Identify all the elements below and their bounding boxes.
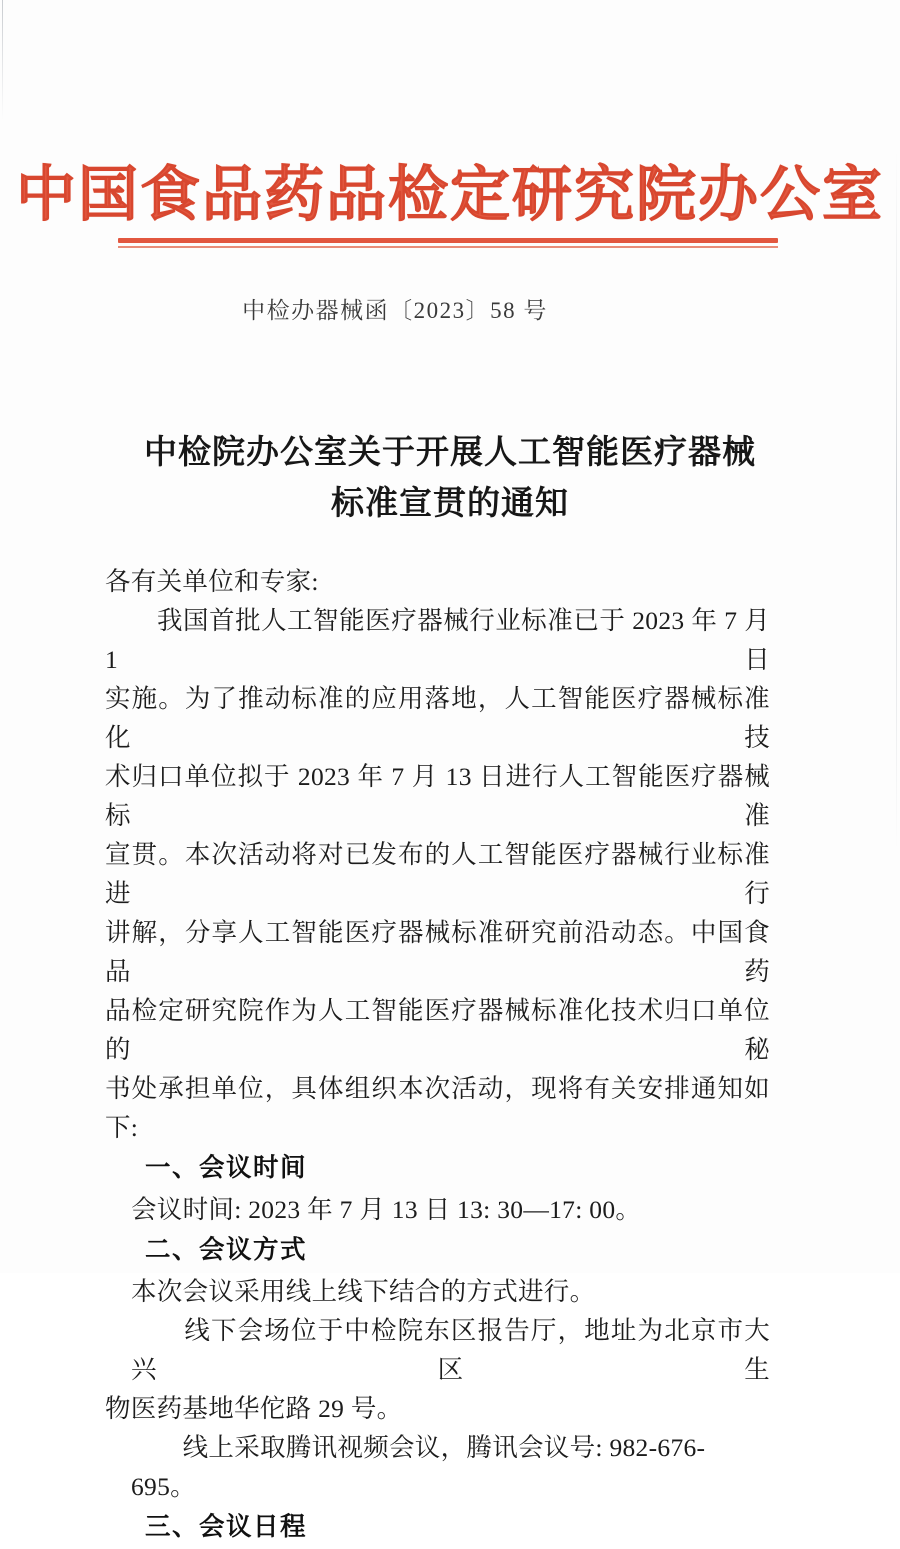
section-heading-meeting-agenda: 三、会议日程	[145, 1513, 308, 1541]
body-paragraph-line: 书处承担单位，具体组织本次活动，现将有关安排通知如下:	[105, 1074, 770, 1142]
body-paragraph-line: 我国首批人工智能医疗器械行业标准已于 2023 年 7 月 1 日	[105, 606, 777, 674]
meeting-online-line: 线上采取腾讯视频会议，腾讯会议号: 982-676-695。	[131, 1433, 706, 1501]
letterhead-rule-thick	[118, 238, 778, 243]
page-title-line-1: 中检院办公室关于开展人工智能医疗器械	[144, 435, 756, 471]
meeting-venue-line: 线下会场位于中检院东区报告厅，地址为北京市大兴区生	[131, 1316, 770, 1384]
meeting-format-line: 本次会议采用线上线下结合的方式进行。	[131, 1277, 596, 1306]
letterhead	[0, 160, 900, 230]
section-heading-meeting-format: 二、会议方式	[145, 1236, 308, 1264]
page-title-line-2: 标准宣贯的通知	[331, 486, 569, 522]
meeting-time-value: 会议时间: 2023 年 7 月 13 日 13: 30—17: 00。	[131, 1195, 642, 1224]
letterhead-rule-thin	[118, 246, 778, 248]
scan-edge-artifact-right	[896, 150, 897, 850]
body-paragraph-line: 术归口单位拟于 2023 年 7 月 13 日进行人工智能医疗器械标准	[105, 762, 770, 830]
letterhead-organization: 中国食品药品检定研究院办公室	[16, 162, 884, 228]
document-number: 中检办器械函〔2023〕58 号	[242, 298, 548, 323]
salutation: 各有关单位和专家:	[105, 567, 319, 596]
meeting-address-line: 物医药基地华佗路 29 号。	[105, 1394, 403, 1423]
scan-edge-artifact-left	[2, 0, 3, 120]
page-title	[110, 428, 790, 530]
letterhead-rule	[118, 238, 778, 248]
document-body	[105, 562, 777, 1549]
section-heading-meeting-time: 一、会议时间	[145, 1154, 308, 1182]
body-paragraph-line: 讲解，分享人工智能医疗器械标准研究前沿动态。中国食品药	[105, 918, 770, 986]
body-paragraph-line: 实施。为了推动标准的应用落地，人工智能医疗器械标准化技	[105, 684, 770, 752]
body-paragraph-line: 品检定研究院作为人工智能医疗器械标准化技术归口单位的秘	[105, 996, 770, 1064]
body-paragraph-line: 宣贯。本次活动将对已发布的人工智能医疗器械行业标准进行	[105, 840, 770, 908]
